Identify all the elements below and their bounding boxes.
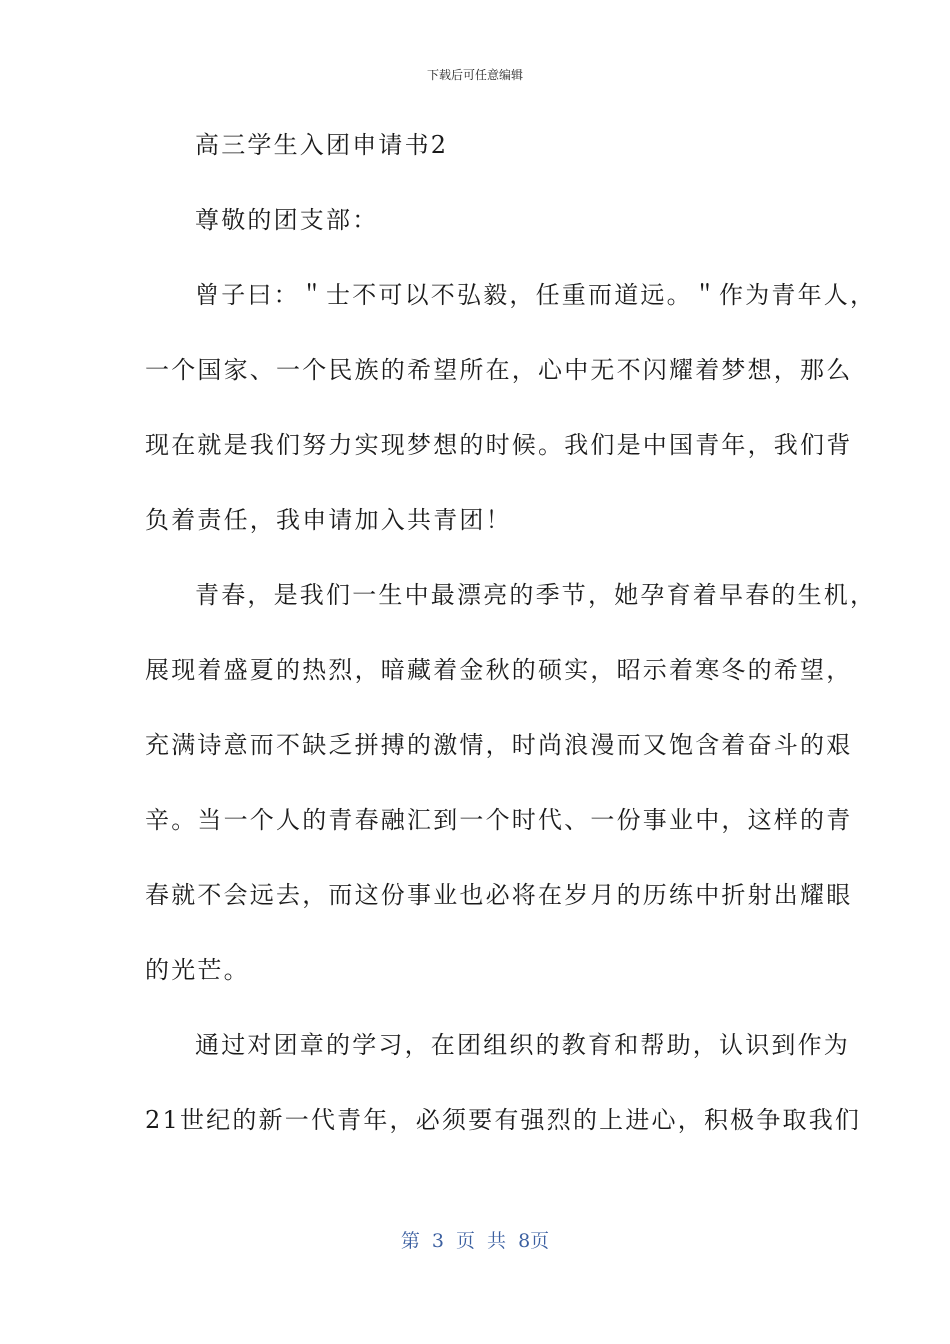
salutation: 尊敬的团支部： bbox=[195, 206, 379, 234]
paragraph-line: 现在就是我们努力实现梦想的时候。我们是中国青年，我们背 bbox=[145, 431, 853, 459]
paragraph-line: 的光芒。 bbox=[145, 956, 250, 984]
paragraph-line: 21世纪的新一代青年，必须要有强烈的上进心，积极争取我们 bbox=[145, 1106, 862, 1134]
paragraph-line: 负着责任，我申请加入共青团！ bbox=[145, 506, 512, 534]
paragraph-line: 辛。当一个人的青春融汇到一个时代、一份事业中，这样的青 bbox=[145, 806, 853, 834]
paragraph-line: 春就不会远去，而这份事业也必将在岁月的历练中折射出耀眼 bbox=[145, 881, 853, 909]
page-number: 第 3 页 共 8页 bbox=[400, 1230, 550, 1252]
document-body bbox=[145, 126, 877, 1176]
document-title: 高三学生入团申请书2 bbox=[195, 131, 449, 159]
paragraph-line: 充满诗意而不缺乏拼搏的激情，时尚浪漫而又饱含着奋斗的艰 bbox=[145, 731, 853, 759]
paragraph-line: 展现着盛夏的热烈，暗藏着金秋的硕实，昭示着寒冬的希望， bbox=[145, 656, 853, 684]
paragraph-line: 一个国家、一个民族的希望所在，心中无不闪耀着梦想，那么 bbox=[145, 356, 853, 384]
header-note: 下载后可任意编辑 bbox=[426, 68, 523, 82]
paragraph-line: 曾子曰：＂士不可以不弘毅，任重而道远。＂作为青年人， bbox=[195, 281, 877, 309]
paragraph-line: 通过对团章的学习，在团组织的教育和帮助，认识到作为 bbox=[195, 1031, 850, 1059]
paragraph-line: 青春，是我们一生中最漂亮的季节，她孕育着早春的生机， bbox=[195, 581, 877, 609]
